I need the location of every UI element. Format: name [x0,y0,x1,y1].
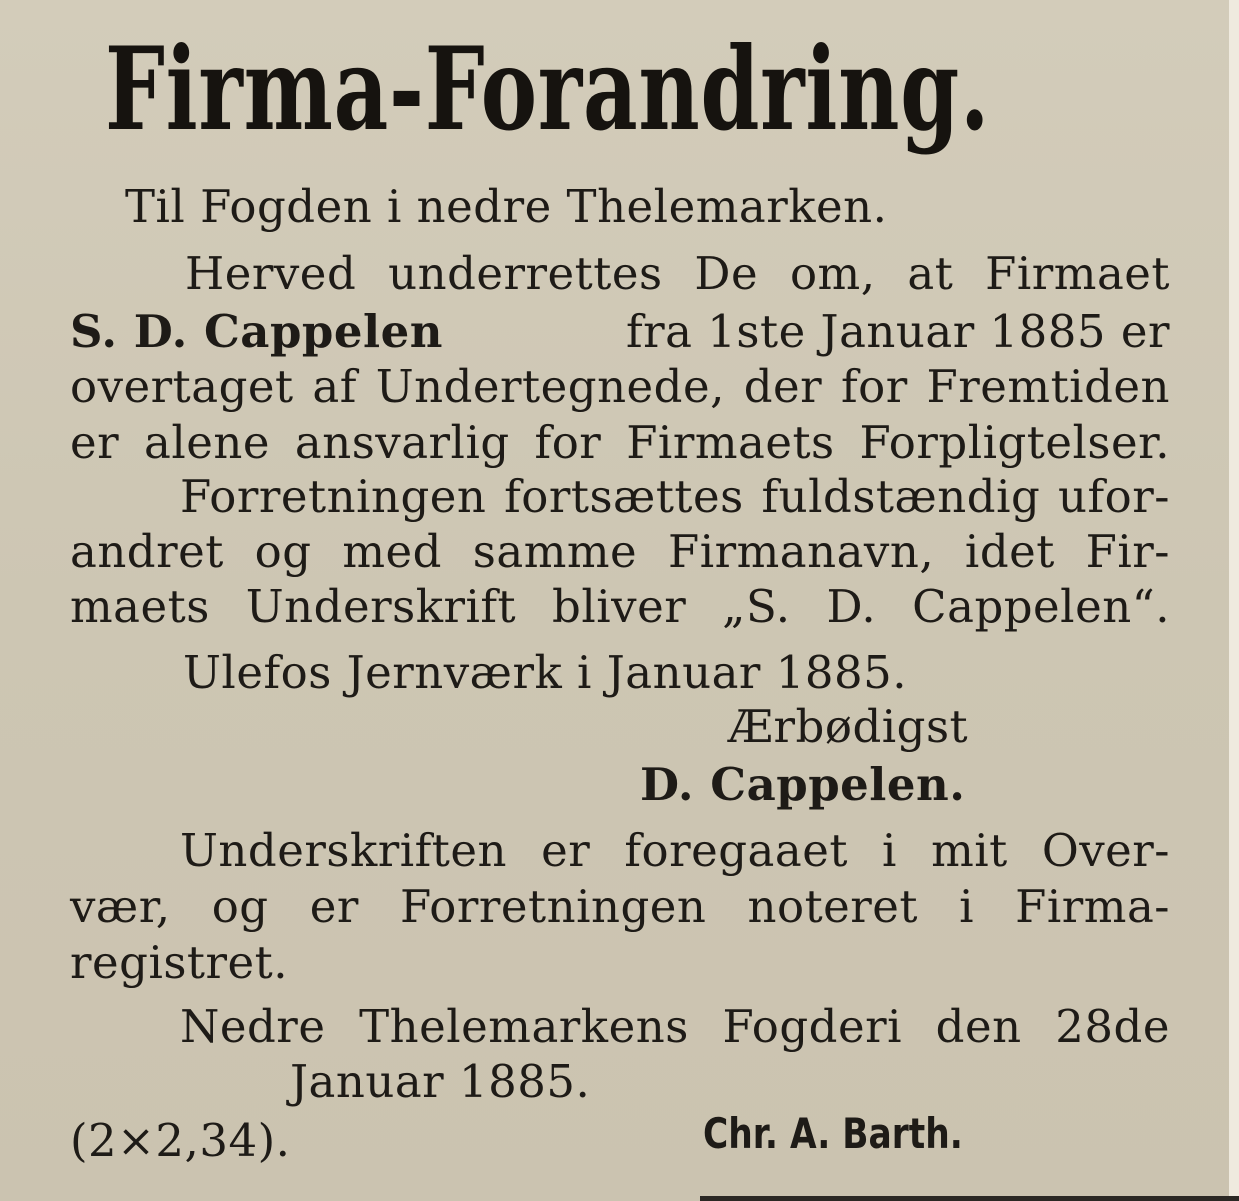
official-signature: Chr. A. Barth. [703,1109,963,1158]
ad-size: (2×2,34). [70,1114,291,1167]
notice-line-2-rest: fra 1ste Januar 1885 er [626,305,1170,358]
attestation-line-3: registret. [70,936,289,989]
bottom-rule [700,1196,1239,1201]
office-date-line-2: Januar 1885. [290,1055,591,1108]
signature: D. Cappelen. [640,758,966,811]
addressee: Til Fogden i nedre Thelemarken. [125,180,888,233]
office-date-line-1: Nedre Thelemarkens Fogderi den 28de [180,1000,1170,1053]
notice-line-1: Herved underrettes De om, at Firmaet [185,247,1170,300]
notice-line-7: maets Underskrift bliver „S. D. Cappelen“. [70,580,1170,633]
notice-line-4: er alene ansvarlig for Firmaets Forpligtelser. [70,416,1170,469]
closing: Ærbødigst [728,700,969,753]
firm-name: S. D. Cappelen [70,305,443,358]
notice-line-6: andret og med samme Firmanavn, idet Fir- [70,525,1170,578]
notice-line-3: overtaget af Undertegnede, der for Fremtiden [70,360,1170,413]
place-date: Ulefos Jernværk i Januar 1885. [183,646,908,699]
page-edge [1229,0,1239,1201]
notice-line-2 [70,305,1170,358]
attestation-line-2: vær, og er Forretningen noteret i Firma- [70,880,1170,933]
attestation-line-1: Underskriften er foregaaet i mit Over- [180,824,1170,877]
notice-line-5: Forretningen fortsættes fuldstændig ufor- [180,470,1170,523]
announcement-title: Firma-Forandring. [105,22,991,156]
